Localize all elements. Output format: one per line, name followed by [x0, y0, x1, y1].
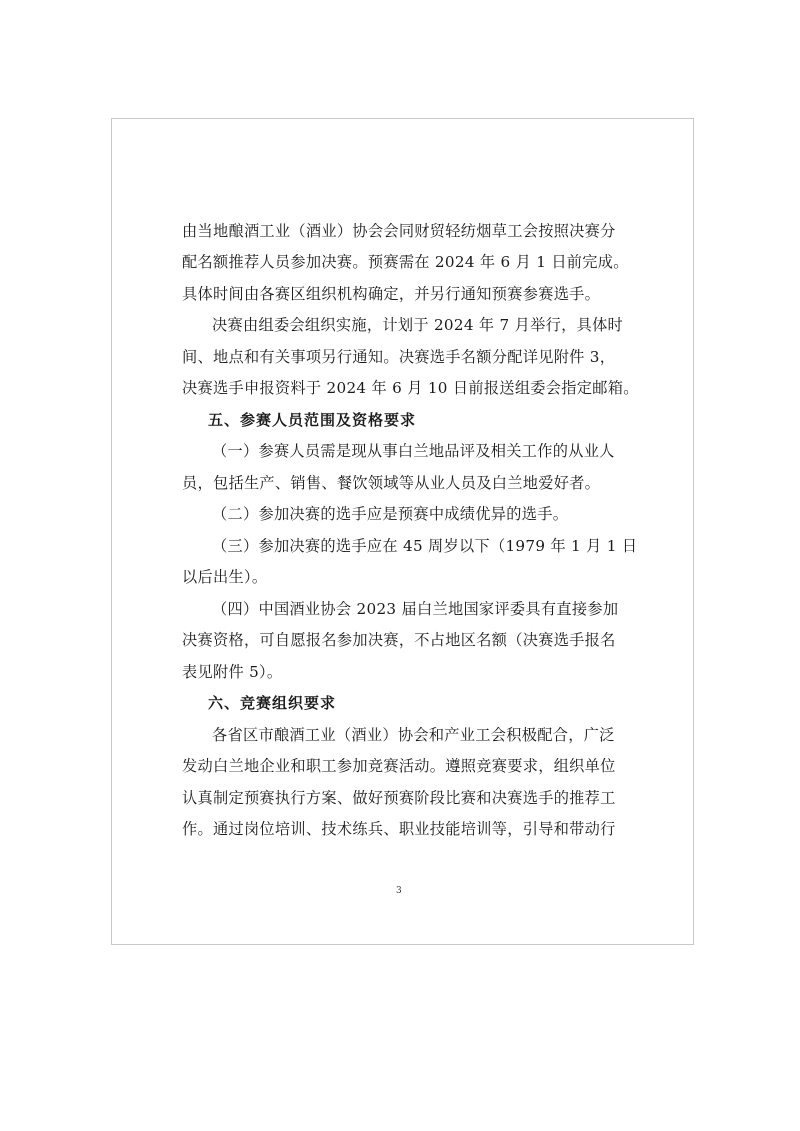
- body-line: 表见附件 5）。: [182, 663, 283, 681]
- body-line: 员，包括生产、销售、餐饮领域等从业人员及白兰地爱好者。: [182, 474, 601, 492]
- body-line: 作。通过岗位培训、技术练兵、职业技能培训等，引导和带动行: [182, 820, 616, 838]
- body-line: （一）参赛人员需是现从事白兰地品评及相关工作的从业人: [212, 442, 615, 460]
- section-heading-five: 五、参赛人员范围及资格要求: [208, 411, 417, 429]
- body-line: 配名额推荐人员参加决赛。预赛需在 2024 年 6 月 1 日前完成。: [182, 253, 629, 271]
- body-line: 决赛资格，可自愿报名参加决赛，不占地区名额（决赛选手报名: [182, 631, 616, 649]
- body-line: 由当地酿酒工业（酒业）协会会同财贸轻纺烟草工会按照决赛分: [182, 222, 616, 240]
- body-line: 间、地点和有关事项另行通知。决赛选手名额分配详见附件 3，: [182, 348, 616, 366]
- body-line: 认真制定预赛执行方案、做好预赛阶段比赛和决赛选手的推荐工: [182, 789, 616, 807]
- body-line: 发动白兰地企业和职工参加竞赛活动。遵照竞赛要求，组织单位: [182, 757, 616, 775]
- body-line: （二）参加决赛的选手应是预赛中成绩优异的选手。: [212, 505, 569, 523]
- section-heading-six: 六、竞赛组织要求: [208, 694, 337, 712]
- body-line: 决赛由组委会组织实施，计划于 2024 年 7 月举行，具体时: [212, 316, 624, 334]
- body-line: 决赛选手申报资料于 2024 年 6 月 10 日前报送组委会指定邮箱。: [182, 379, 639, 397]
- page-number: 3: [396, 886, 402, 896]
- body-line: （四）中国酒业协会 2023 届白兰地国家评委具有直接参加: [212, 600, 619, 618]
- body-line: （三）参加决赛的选手应在 45 周岁以下（1979 年 1 月 1 日: [212, 537, 638, 555]
- body-line: 以后出生）。: [182, 568, 268, 586]
- body-line: 各省区市酿酒工业（酒业）协会和产业工会积极配合，广泛: [212, 726, 615, 744]
- body-line: 具体时间由各赛区组织机构确定，并另行通知预赛参赛选手。: [182, 285, 601, 303]
